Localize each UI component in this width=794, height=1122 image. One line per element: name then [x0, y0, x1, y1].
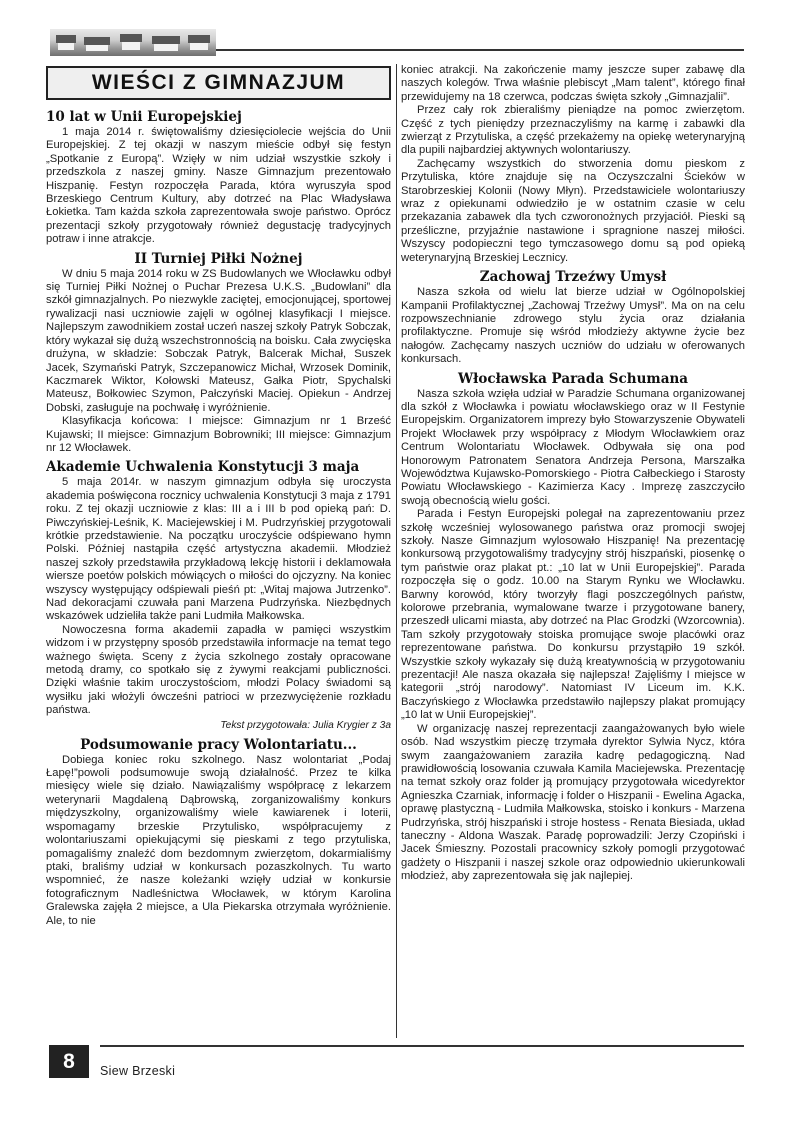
article-paragraph: Parada i Festyn Europejski polegał na zaprezentowaniu przez szkołę wcześniej wylosowanego państwa oraz promocji swojej szkoły. Nasze Gimnazjum wylosowało Hiszpanię! Na prezentację konkursową przygotowaliśmy tradycyjny strój hiszpański, piosenkę o tym państwie oraz plakat pt.: „10 lat w Unii Europejskiej”. Parada rozpoczęła się o godz. 10.00 na Starym Rynku we Włocławku. Barwny korowód, który tworzyły flagi poszczególnych państw, kolorowe przebrania, wymalowane twarze i przygotowane banery, przeszedł ulicami miasta, aby dotrzeć na Plac Grodzki (Wzorcownia). Tam szkoły przygotowały stoiska promujące swoje placówki oraz reprezentowane państwa. Do konkursu przystąpiło 19 szkół. Wszystkie szkoły wykazały się dużą kreatywnością w przygotowaniu prezentacji! Ale nasza okazała się najlepsza! Zajęliśmy I miejsce w kategorii „strój narodowy”. Natomiast IV Liceum im. K.K. Baczyńskiego z Włocławka przedstawiło najlepszy plakat promujący „10 lat w Unii Europejskiej”.: [401, 508, 745, 722]
article-paragraph: Nasza szkoła od wielu lat bierze udział w Ogólnopolskiej Kampanii Profilaktycznej „Zachowaj Trzeźwy Umysł”. Ma on na celu rozpowszechnianie zdrowego stylu życia oraz działania profilaktyczne. Promuje się wśród młodzieży aktywne życie bez nałogów. Zachęcamy naszych uczniów do udziału w oferowanych konkursach.: [401, 286, 745, 366]
page-number: 8: [49, 1045, 89, 1078]
article-paragraph: 5 maja 2014r. w naszym gimnazjum odbyła się uroczysta akademia poświęcona rocznicy uchwalenia Konstytucji 3 maja z 1791 roku. Z tej okazji uczniowie z klas: III a i III b pod opieką pań: D. Piwczyńskiej-Leśnik, K. Maciejewskiej i M. Pudrzyńskiej przygotowali krótkie przedstawienie. Na początku uroczyście odśpiewano hymn Polski. Później nastąpiła część artystyczna akademii. Młodzież naszej szkoły przedstawiła przykładową lekcję historii i deklamowała wiersze poetów polskich mówiących o miłości do ojczyzny. Na koniec wszyscy występujący odśpiewali pieśń pt: „Witaj majowa Jutrzenko”. Nad dekoracjami czuwała pani Marzena Pudrzyńska. Niezbędnych wskazówek udzieliła także pani Ludmiła Małkowska.: [46, 476, 391, 623]
column-divider: [396, 64, 397, 1038]
article-paragraph: Przez cały rok zbieraliśmy pieniądze na pomoc zwierzętom. Część z tych pieniędzy przeznaczyliśmy na karmę i zabawki dla zwierząt z Przytuliska, a część przekażemy na opiekę weterynaryjną dla pupili najbardziej aktywnych wolontariuszy.: [401, 104, 745, 157]
article-paragraph: Nowoczesna forma akademii zapadła w pamięci wszystkim widzom i w przystępny sposób przedstawiła informacje na temat tego ważnego święta. Sceny z życia szkolnego zostały opracowane metodą dramy, co spotkało się z żywymi reakcjami publiczności. Dzięki właśnie takim uroczystościom, młodzi Polacy świadomi są wysiłku jaki włożyli ówcześni patrioci w przezwyciężenie rozkładu państwa.: [46, 623, 391, 717]
header-photo: [50, 29, 216, 56]
article-title: 10 lat w Unii Europejskiej: [46, 109, 242, 125]
article-paragraph: Klasyfikacja końcowa: I miejsce: Gimnazjum nr 1 Brześć Kujawski; II miejsce: Gimnazjum Bobrowniki; III miejsce: Gimnazjum nr 12 Włocławek.: [46, 415, 391, 454]
article-paragraph: 1 maja 2014 r. świętowaliśmy dziesięciolecie wejścia do Unii Europejskiej. Z tej okazji w naszym mieście odbył się festyn „Spotkanie z Europą”. Wzięły w nim udział wszystkie szkoły i przedszkola z naszej gminy. Nasze Gimnazjum prezentowało Hiszpanię. Festyn rozpoczęła Parada, która wyruszyła spod Brzeskiego Centrum Kultury, aby dotrzeć na Plac Władysława Łokietka. Tam każda szkoła zaprezentowała swoje państwo. Oprócz prezentacji szkoły przygotowały również degustację tradycyjnych potraw i inne atrakcje.: [46, 126, 391, 246]
article-volunteering: [46, 736, 391, 928]
publication-name: Siew Brzeski: [100, 1064, 176, 1078]
article-title: Zachowaj Trzeźwy Umysł: [479, 269, 667, 286]
article-paragraph: Dobiega koniec roku szkolnego. Nasz wolontariat „Podaj Łapę!”powoli podsumowuje swoją działalność. Przez te kilka miesięcy wiele się działo. Nawiązaliśmy współpracę z lekarzem weterynarii Magdaleną Dąbrowską, zorganizowaliśmy konkurs międzyszkolny, organizowaliśmy wiele kawiarenek i loterii, wspomagamy brzeskie Przytulisko, współpracujemy z wolontariuszami opiekującymi się pieskami z tego przytuliska, pomagaliśmy znaleźć dom bezdomnym zwierzętom, dokarmialiśmy ptaki, braliśmy udział w konkursach pozaszkolnych. Tu warto wspomnieć, że nasze koleżanki wzięły udział w konkursie fotograficznym Nadleśnictwa Włocławek, w którym Karolina Gralewska zajęła 2 miejsce, a Ula Piekarska otrzymała wyróżnienie. Ale, to nie: [46, 753, 391, 927]
article-eu: [46, 108, 391, 247]
article-schuman-parade: [401, 370, 745, 884]
article-title: Włocławska Parada Schumana: [457, 370, 689, 387]
section-title: WIEŚCI Z GIMNAZJUM: [46, 66, 391, 100]
header-rule: [216, 49, 744, 51]
article-signature: Tekst przygotowała: Julia Krygier z 3a: [220, 719, 391, 731]
article-paragraph: Nasza szkoła wzięła udział w Paradzie Schumana organizowanej dla szkół z Włocławka i powiatu włocławskiego oraz w II Festynie Europejskim. Organizatorem imprezy było Stowarzyszenie Obywateli Projekt Włocławek przy współpracy z Młodym Włocławkiem oraz Centrum Wolontariatu Włocławek. Odbywała się ona pod Honorowym Patronatem Senatora Andrzeja Persona, Marszałka Województwa Kujawsko-Pomorskiego - Piotra Całbeckiego i Starosty Powiatu Włocławskiego - Kazimierza Kacy . Imprezę zaszczyciło swoją obecnością wielu gości.: [401, 387, 745, 507]
article-title: II Turniej Piłki Nożnej: [134, 250, 303, 267]
footer-rule: [100, 1045, 744, 1047]
right-column: [401, 64, 745, 1042]
article-constitution: [46, 458, 391, 732]
article-title: Podsumowanie pracy Wolontariatu...: [80, 736, 357, 753]
article-paragraph: W organizację naszej reprezentacji zaangażowanych było wiele osób. Nad wszystkim pieczę trzymała dyrektor Sylwia Nycz, która swym zaangażowaniem zaraziła kadrę pedagogiczną. Nad prawidłowością losowania czuwała Kamila Maciejewska. Prezentację na temat szkoły oraz folder ją promujący przygotowała wicedyrektor Agnieszka Czarniak, informację i folder o Hiszpanii - Ewelina Agacka, oprawę plastyczną - Ludmiła Małkowska, stoisko i konkurs - Marzena Pudrzyńska, strój hiszpański i stroje hostess - Renata Biesiada, układ taneczny - Aldona Waszak. Paradę poprowadzili: Jerzy Czopiński i Jacek Śmieszny. Pozostali pracownicy szkoły pomogli przygotować gadżety o Hiszpanii i naszej szkole oraz odpowiednio ukierunkowali młodzież, aby zaprezentowała się jak najlepiej.: [401, 722, 745, 883]
article-football: [46, 250, 391, 456]
article-paragraph: W dniu 5 maja 2014 roku w ZS Budowlanych we Włocławku odbył się Turniej Piłki Nożnej o Puchar Prezesa U.K.S. „Budowlani” dla szkół gimnazjalnych. Po niezwykle zaciętej, emocjonującej, sportowej rywalizacji nasi uczniowie zajęli w ogólnej klasyfikacji I miejsce. Najlepszym zawodnikiem został uczeń naszej szkoły Patryk Sobczak, który wykazał się dużą wszechstronnością na boisku. Cała zwycięska drużyna, w składzie: Sobczak Patryk, Balcerak Michał, Suszek Jacek, Szymański Patryk, Szczepanowicz Michał, Wrzosek Dominik, Kaczmarek Wiktor, Kołowski Mateusz, Gałka Piotr, Spychalski Mateusz, Bołkowiec Szymon, Pałczyński Maciej. Opiekun - Andrzej Dobski, zasługuje na pochwałę i wyróżnienie.: [46, 267, 391, 414]
article-paragraph: Zachęcamy wszystkich do stworzenia domu pieskom z Przytuliska, które znajduje się na Oczyszczalni Ścieków w Starobrzeskiej Kolonii (Nowy Młyn). Przedstawiciele wolontariuszy wraz z opiekunami odwiedziło je w ostatnim czasie w celu przekazania zabawek dla tych czworonożnych przyjaciół. Pieski są prześliczne, przyjaźnie nastawione i spragnione naszej miłości. Wszyscy podopieczni tego tymczasowego domu są pod opieką weterynaryjną Brzeskiej Lecznicy.: [401, 157, 745, 264]
left-column: [46, 64, 391, 1042]
article-title: Akademie Uchwalenia Konstytucji 3 maja: [46, 459, 360, 476]
article-sober-mind: [401, 268, 745, 366]
article-paragraph: koniec atrakcji. Na zakończenie mamy jeszcze super zabawę dla naszych kolegów. Trwa właśnie plebiscyt „Mam talent”, którego finał przewidujemy na 18 czerwca, podczas święta szkoły „Gimnazjalii”.: [401, 64, 745, 103]
